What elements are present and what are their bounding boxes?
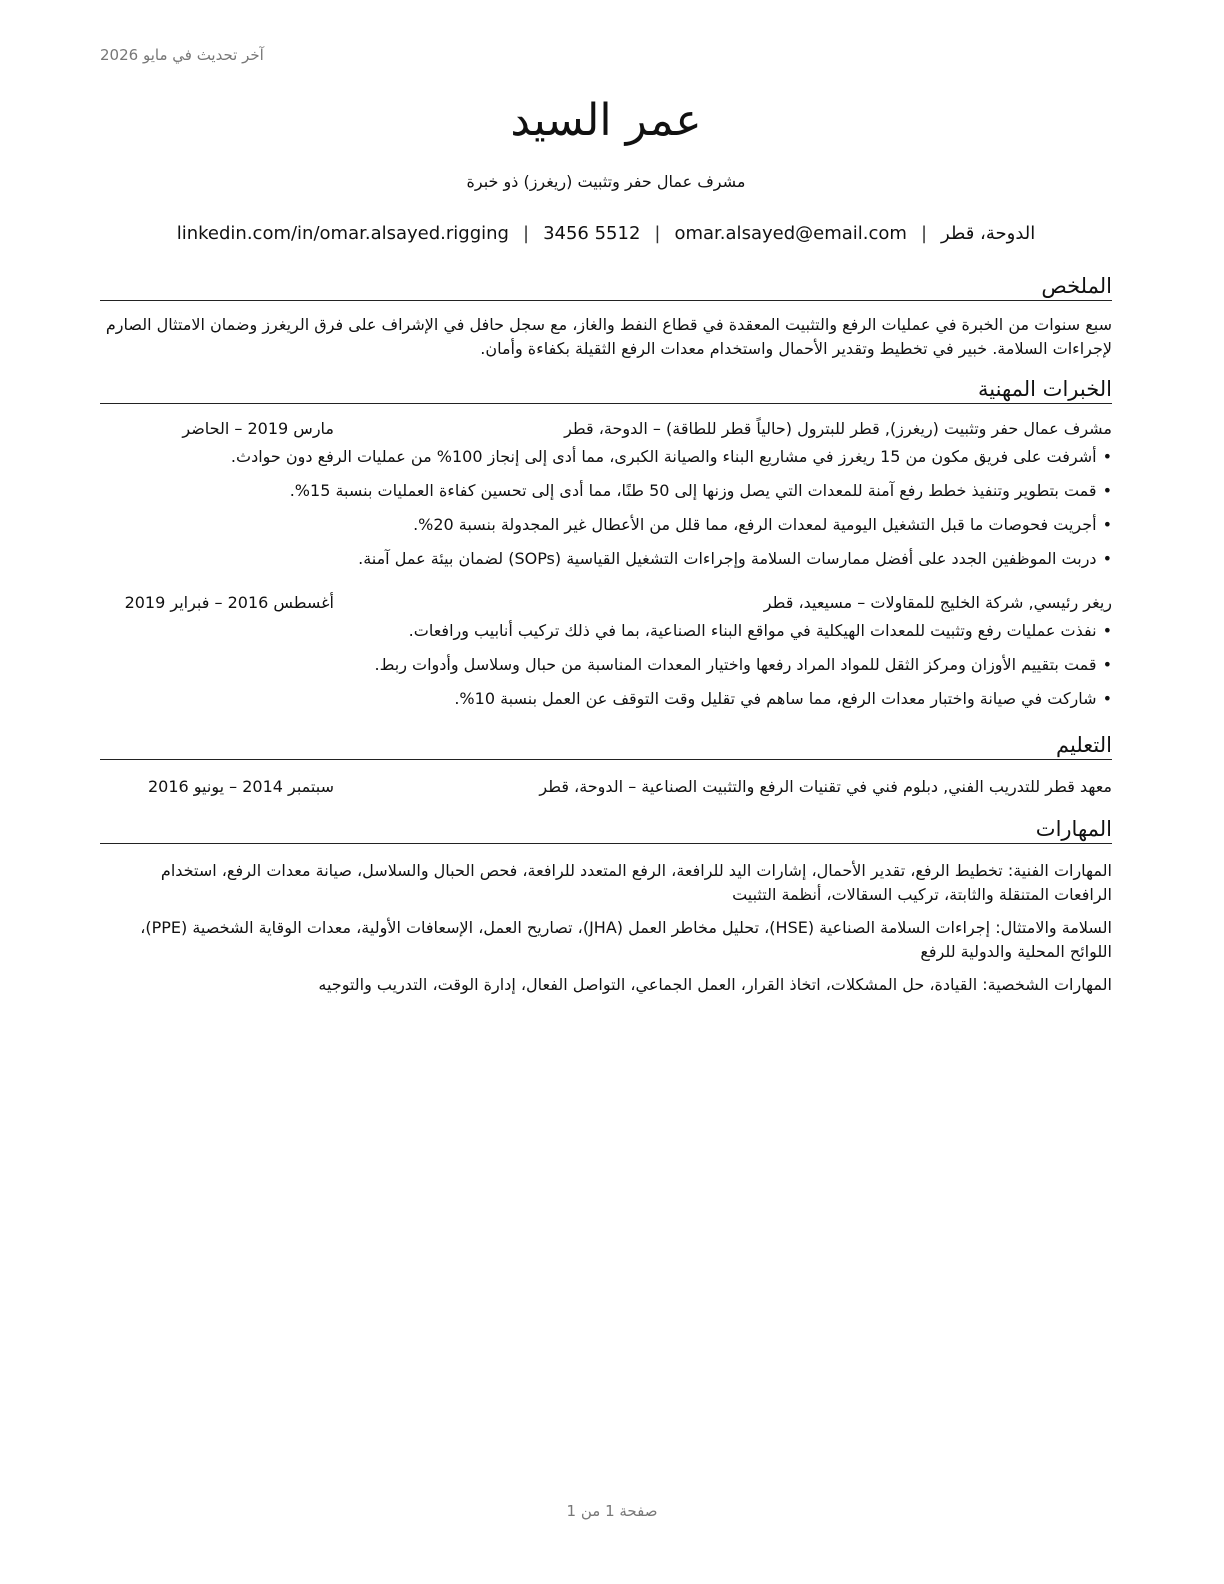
summary-heading: الملخص [100,272,1112,301]
summary-text: سبع سنوات من الخبرة في عمليات الرفع والتثبيت المعقدة في قطاع النفط والغاز، مع سجل حافل في الإشراف على فرق الريغرز وضمان الامتثال الصارم لإجراءات السلامة. خبير في تخطيط وتقدير الأحمال واستخدام معدات الرفع الثقيلة بكفاءة وأمان. [105,315,1112,358]
job-dates: أغسطس 2016 – فبراير 2019 [124,593,334,612]
skills-personal: المهارات الشخصية: القيادة، حل المشكلات، اتخاذ القرار، العمل الجماعي، التواصل الفعال، إدارة الوقت، التدريب والتوجيه [318,975,1112,994]
contact-phone: 3456 5512 [543,223,641,244]
skills-heading: المهارات [100,815,1112,844]
education-institution: معهد قطر للتدريب الفني, دبلوم فني في تقنيات الرفع والتثبيت الصناعية – الدوحة، قطر [539,777,1112,796]
job-bullet [100,653,1112,677]
bullet-marker: • [1102,689,1112,708]
education-heading: التعليم [100,731,1112,760]
bullet-marker: • [1102,549,1112,568]
bullet-marker: • [1102,655,1112,674]
job-entry [100,591,1112,711]
job-dates: مارس 2019 – الحاضر [182,419,334,438]
last-updated: آخر تحديث في مايو 2026 [100,46,264,64]
bullet-marker: • [1102,447,1112,466]
skills-technical: المهارات الفنية: تخطيط الرفع، تقدير الأحمال، إشارات اليد للرافعة، الرفع المتعدد للرافعة، فحص الحبال والسلاسل، صيانة معدات الرفع، استخدام الرافعات المتنقلة والثابتة، تركيب السقالات، أنظمة التثبيت [160,861,1112,904]
job-bullets [100,445,1112,571]
job-header [100,417,1112,441]
education-entry [100,775,1112,799]
bullet-marker: • [1102,481,1112,500]
contact-separator: | [920,223,928,244]
job-bullet [100,445,1112,469]
bullet-text: قمت بتطوير وتنفيذ خطط رفع آمنة للمعدات التي يصل وزنها إلى 50 طنًا، مما أدى إلى تحسين كفاءة العمليات بنسبة 15%. [289,481,1097,500]
job-bullet [100,687,1112,711]
bullet-text: أجريت فحوصات ما قبل التشغيل اليومية لمعدات الرفع، مما قلل من الأعطال غير المجدولة بنسبة 20%. [413,515,1097,534]
job-role-company: مشرف عمال حفر وتثبيت (ريغرز), قطر للبترول (حالياً قطر للطاقة) – الدوحة، قطر [564,419,1112,438]
candidate-name: عمر السيد [510,95,702,146]
job-bullet [100,619,1112,643]
job-bullets [100,619,1112,711]
job-bullet [100,513,1112,537]
resume-page [100,90,1112,997]
bullet-text: شاركت في صيانة واختبار معدات الرفع، مما ساهم في تقليل وقت التوقف عن العمل بنسبة 10%. [454,689,1097,708]
contact-location: الدوحة، قطر [941,223,1036,244]
bullet-text: أشرفت على فريق مكون من 15 ريغرز في مشاريع البناء والصيانة الكبرى، مما أدى إلى إنجاز 100% من عمليات الرفع دون حوادث. [230,447,1097,466]
contact-line [100,221,1112,247]
job-bullet [100,547,1112,571]
contact-separator: | [522,223,530,244]
page-number: صفحة 1 من 1 [566,1502,658,1520]
bullet-text: قمت بتقييم الأوزان ومركز الثقل للمواد المراد رفعها واختيار المعدات المناسبة من حبال وسلاسل وأدوات ربط. [374,655,1097,674]
job-header [100,591,1112,615]
job-entry [100,417,1112,571]
job-role-company: ريغر رئيسي, شركة الخليج للمقاولات – مسيعيد، قطر [763,593,1112,612]
skills-safety: السلامة والامتثال: إجراءات السلامة الصناعية (HSE)، تحليل مخاطر العمل (JHA)، تصاريح العمل، الإسعافات الأولية، معدات الوقاية الشخصية (PPE)، اللوائح المحلية والدولية للرفع [140,918,1112,961]
contact-separator: | [654,223,661,244]
job-bullet [100,479,1112,503]
contact-linkedin[interactable]: linkedin.com/in/omar.alsayed.rigging [176,223,509,244]
bullet-marker: • [1102,621,1112,640]
bullet-text: نفذت عمليات رفع وتثبيت للمعدات الهيكلية في مواقع البناء الصناعية، بما في ذلك تركيب أنابيب ورافعات. [408,621,1097,640]
contact-email[interactable]: omar.alsayed@email.com [674,223,907,244]
bullet-marker: • [1102,515,1112,534]
candidate-title: مشرف عمال حفر وتثبيت (ريغرز) ذو خبرة [466,172,746,191]
experience-heading: الخبرات المهنية [100,375,1112,404]
bullet-text: دربت الموظفين الجدد على أفضل ممارسات السلامة وإجراءات التشغيل القياسية (SOPs) لضمان بيئة عمل آمنة. [358,549,1097,568]
education-dates: سبتمبر 2014 – يونيو 2016 [147,777,334,796]
